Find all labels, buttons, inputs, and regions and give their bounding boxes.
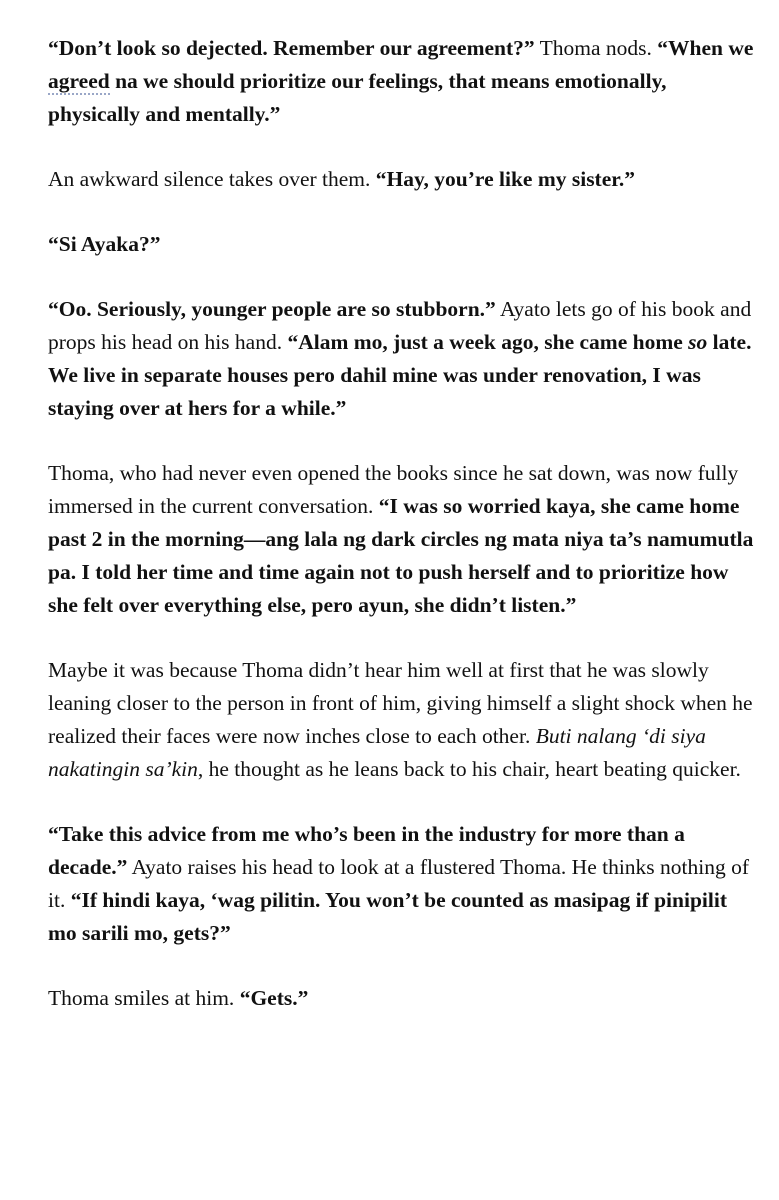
dialogue: na we should prioritize our feelings, that means emotionally, physically and mentally.” [48, 69, 667, 126]
dialogue: “Si Ayaka?” [48, 232, 161, 256]
dialogue: “Hay, you’re like my sister.” [375, 167, 635, 191]
narration: Thoma nods. [534, 36, 658, 60]
narration: Ayato lets go of his book and props his head on his hand. [48, 297, 752, 354]
dialogue: “Oo. Seriously, younger people are so stubborn.” [48, 297, 496, 321]
dialogue: “When we [657, 36, 754, 60]
dialogue: “Take this advice from me who’s been in the industry for more than a decade.” [48, 822, 685, 879]
paragraph-4 [48, 293, 758, 425]
dialogue: “Don’t look so dejected. Remember our agreement?” [48, 36, 535, 60]
agreed-link[interactable]: agreed [48, 69, 110, 93]
paragraph-5 [48, 457, 758, 622]
paragraph-3 [48, 228, 758, 261]
paragraph-7 [48, 818, 758, 950]
dialogue: “Alam mo, just a week ago, she came home [287, 330, 689, 354]
narration: Thoma smiles at him. [48, 986, 240, 1010]
narration: , he thought as he leans back to his chair, heart beating quicker. [197, 757, 741, 781]
narration: Ayato raises his head to look at a flustered Thoma. He thinks nothing of it. [48, 855, 750, 912]
story-text [48, 32, 758, 1047]
paragraph-1 [48, 32, 758, 131]
dialogue: late. We live in separate houses pero dahil mine was under renovation, I was staying over at hers for a while.” [48, 330, 752, 420]
emphasis: so [688, 330, 708, 354]
narration: An awkward silence takes over them. [48, 167, 376, 191]
dialogue: “I was so worried kaya, she came home past 2 in the morning—ang lala ng dark circles ng mata niya ta’s namumutla pa. I told her time and time again not to push herself and to prioritize how she felt over everything else, pero ayun, she didn’t listen.” [48, 494, 754, 617]
paragraph-2 [48, 163, 758, 196]
dialogue: “If hindi kaya, ‘wag pilitin. You won’t be counted as masipag if pinipilit mo sarili mo, gets?” [48, 888, 727, 945]
narration: Thoma, who had never even opened the books since he sat down, was now fully immersed in the current conversation. [48, 461, 739, 518]
narration: Maybe it was because Thoma didn’t hear him well at first that he was slowly leaning closer to the person in front of him, giving himself a slight shock when he realized their faces were now inches close to each other. [48, 658, 753, 748]
inner-thought: Buti nalang ‘di siya nakatingin sa’kin [48, 724, 706, 781]
dialogue: “Gets.” [239, 986, 309, 1010]
paragraph-6 [48, 654, 758, 786]
paragraph-8 [48, 982, 758, 1015]
